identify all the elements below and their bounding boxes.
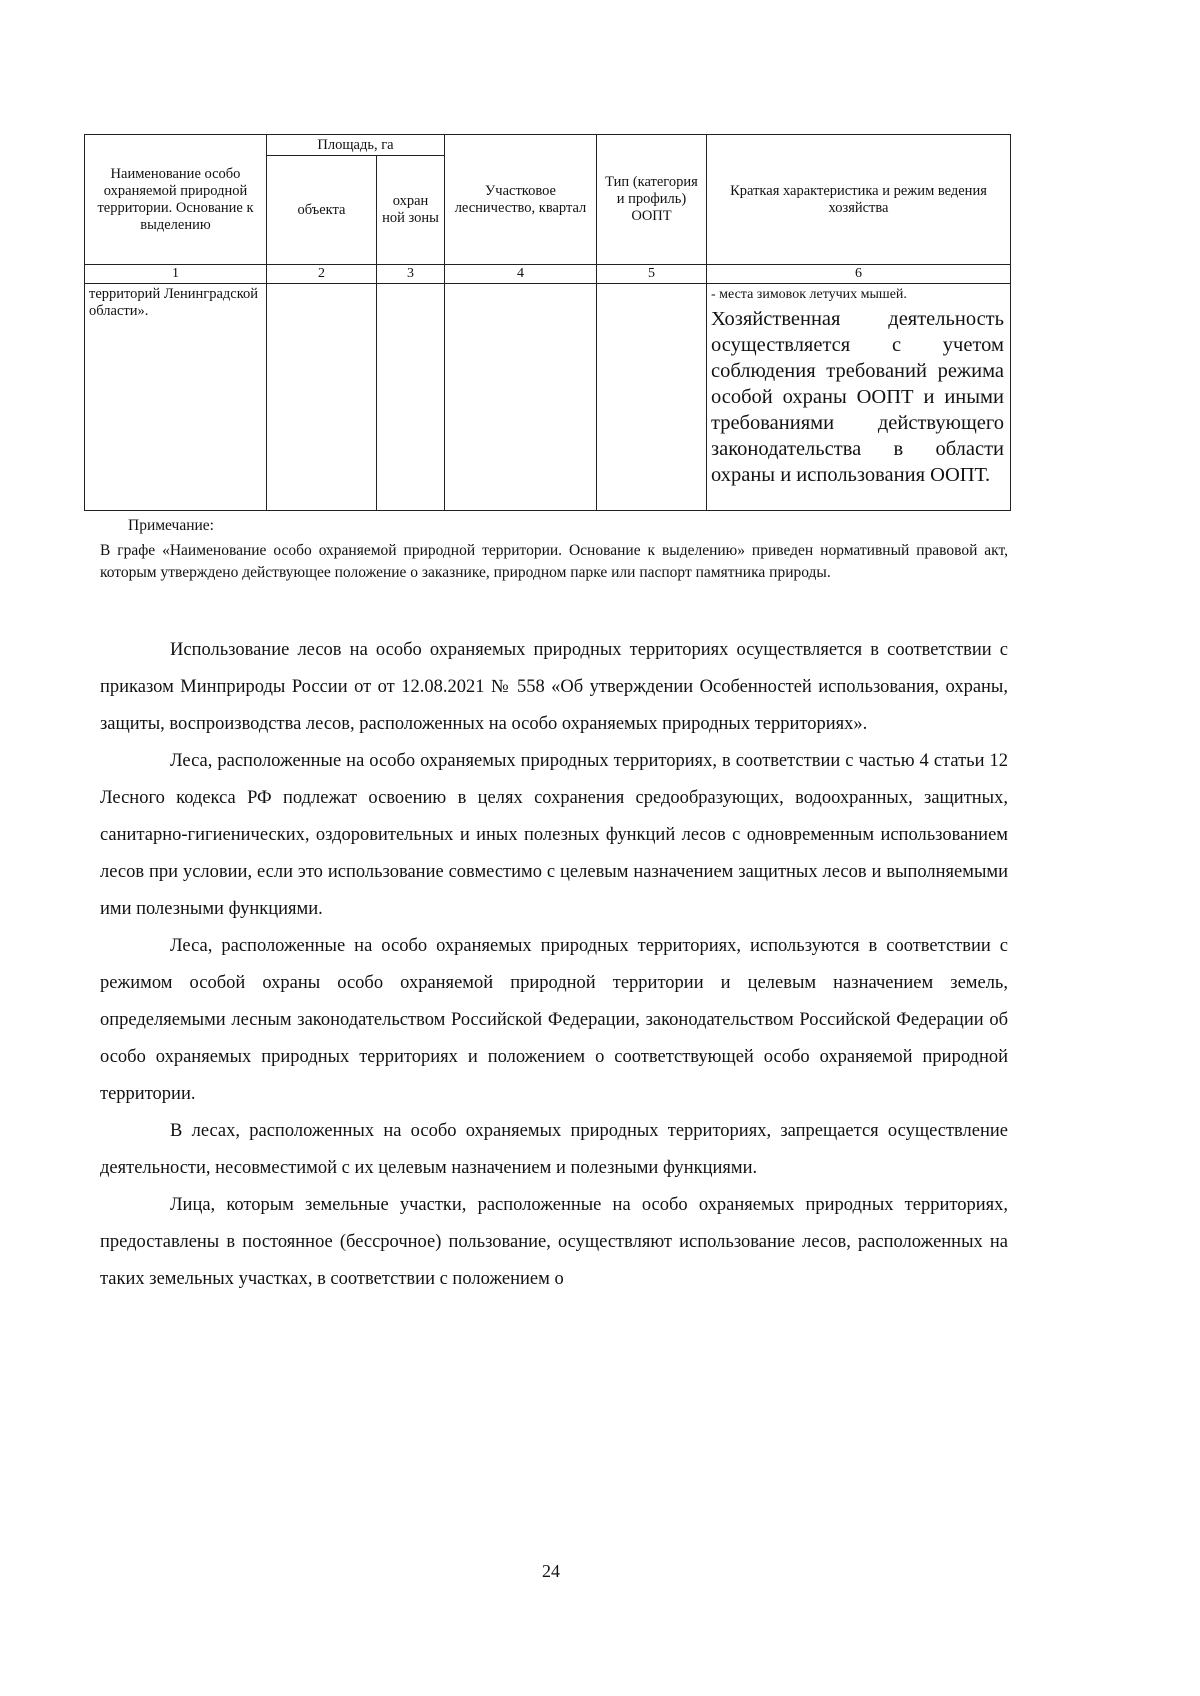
description-bullet: - места зимовок летучих мышей. [711, 287, 907, 302]
column-number: 3 [377, 265, 445, 284]
oopt-table [84, 134, 1011, 511]
description-text: Хозяйственная деятельность осуществляется с учетом соблюдения требований режима особой охраны ООПТ и иными требованиями действующего законодательства в области охраны и использования ООПТ. [711, 308, 1004, 486]
protection-zone-cell [377, 284, 445, 511]
territory-name-cell: территорий Ленинградской области». [85, 284, 267, 511]
table-header-row [85, 135, 1011, 156]
type-cell [597, 284, 707, 511]
page-number: 24 [542, 1561, 560, 1581]
paragraph: В лесах, расположенных на особо охраняемых природных территориях, запрещается осуществление деятельности, несовместимой с их целевым назначением и полезными функциями. [100, 1121, 1008, 1178]
paragraph: Леса, расположенные на особо охраняемых природных территориях, используются в соответствии с режимом особой охраны особо охраняемой природной территории и целевым назначением земель, определяемыми лесным законодательством Российской Федерации, законодательством Российской Федерации об особо охраняемых природных территориях и положением о соответствующей особо охраняемой природной территории. [100, 936, 1008, 1104]
header-description-cell: Краткая характеристика и режим ведения хозяйства [707, 135, 1011, 265]
object-area-cell [267, 284, 377, 511]
forestry-cell [445, 284, 597, 511]
note-title: Примечание: [128, 517, 214, 534]
column-number-row [85, 265, 1011, 284]
note-text: В графе «Наименование особо охраняемой природной территории. Основание к выделению» приведен нормативный правовой акт, которым утверждено действующее положение о заказнике, природном парке или паспорт памятника природы. [100, 542, 1008, 581]
description-cell [707, 284, 1011, 511]
header-object-area-cell: объекта [267, 156, 377, 265]
column-number: 4 [445, 265, 597, 284]
column-number: 2 [267, 265, 377, 284]
paragraph: Использование лесов на особо охраняемых природных территориях осуществляется в соответствии с приказом Минприроды России от от 12.08.2021 № 558 «Об утверждении Особенностей использования, охраны, защиты, воспроизводства лесов, расположенных на особо охраняемых природных территориях». [100, 640, 1008, 734]
column-number: 6 [707, 265, 1011, 284]
header-area-group: Площадь, га [267, 135, 445, 156]
paragraph: Лица, которым земельные участки, расположенные на особо охраняемых природных территориях, предоставлены в постоянное (бессрочное) пользование, осуществляют использование лесов, расположенных на таких земельных участках, в соответствии с положением о [100, 1195, 1008, 1289]
header-forestry-cell: Участковое лесничество, квартал [445, 135, 597, 265]
header-name-cell: Наименование особо охраняемой природной территории. Основание к выделению [85, 135, 267, 265]
paragraph: Леса, расположенные на особо охраняемых природных территориях, в соответствии с частью 4 статьи 12 Лесного кодекса РФ подлежат освоению в целях сохранения средообразующих, водоохранных, защитных, санитарно-гигиенических, оздоровительных и иных полезных функций лесов с одновременным использованием лесов при условии, если это использование совместимо с целевым назначением защитных лесов и выполняемыми ими полезными функциями. [100, 751, 1008, 919]
header-type-cell: Тип (категория и профиль) ООПТ [597, 135, 707, 265]
body-text [100, 632, 1008, 1298]
column-number: 5 [597, 265, 707, 284]
column-number: 1 [85, 265, 267, 284]
table-row [85, 284, 1011, 511]
header-protection-zone-cell: охран ной зоны [377, 156, 445, 265]
